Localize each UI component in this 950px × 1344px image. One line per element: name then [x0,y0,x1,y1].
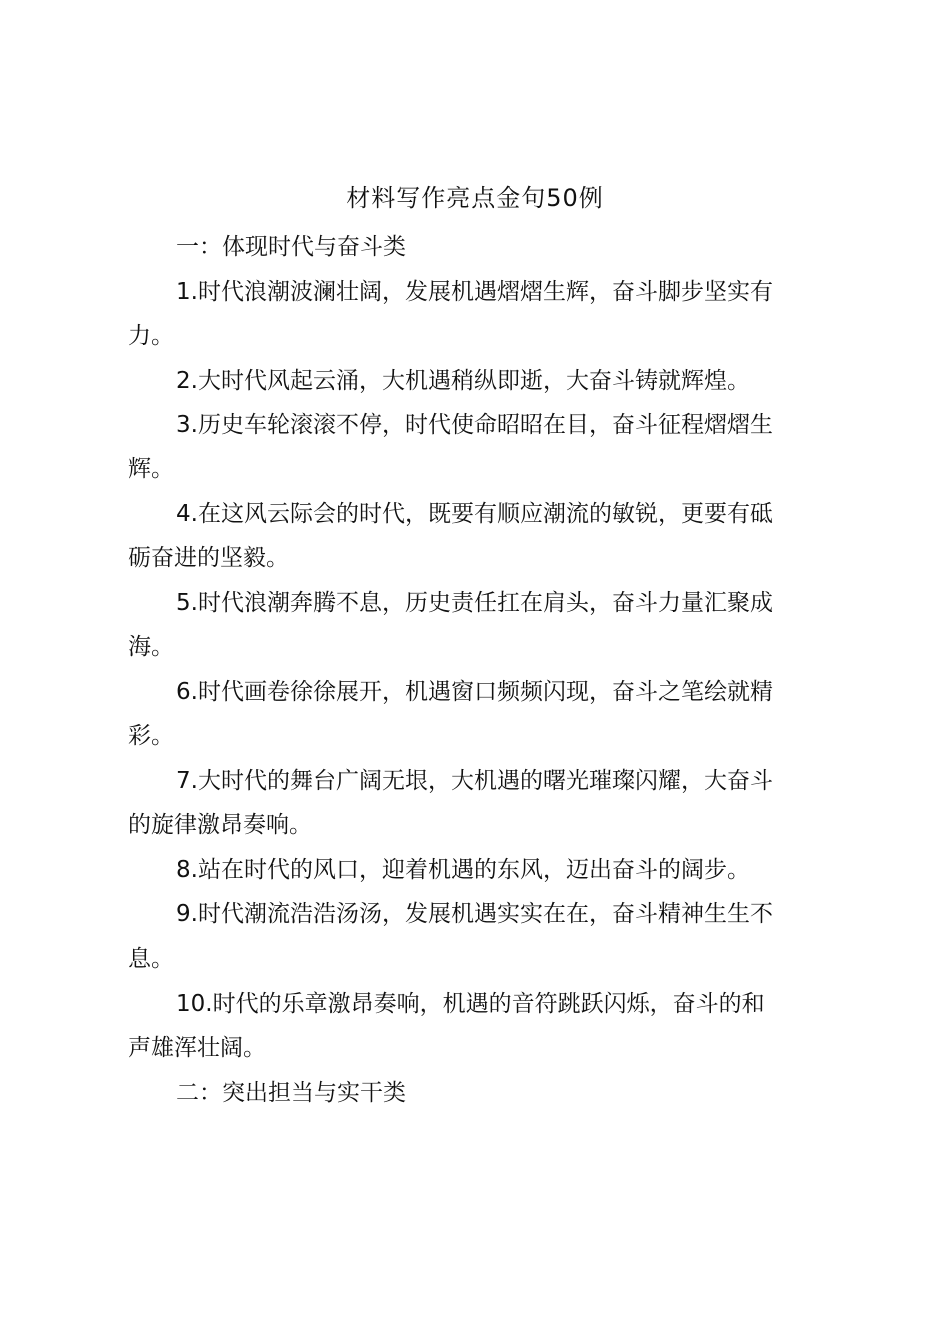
item-3-line-2: 辉。 [128,456,174,482]
document-title: 材料写作亮点金句50例 [346,184,604,212]
item-5-line-2: 海。 [128,634,174,660]
item-1-line-1: 1.时代浪潮波澜壮阔，发展机遇熠熠生辉，奋斗脚步坚实有 [176,279,773,305]
item-1-line-2: 力。 [128,323,174,349]
item-8-line-1: 8.站在时代的风口，迎着机遇的东风，迈出奋斗的阔步。 [176,857,750,883]
item-4-line-2: 砺奋进的坚毅。 [128,545,289,571]
item-9-line-2: 息。 [128,946,174,972]
item-10-line-1: 10.时代的乐章激昂奏响，机遇的音符跳跃闪烁，奋斗的和 [176,991,765,1017]
item-9-line-1: 9.时代潮流浩浩汤汤，发展机遇实实在在，奋斗精神生生不 [176,901,773,927]
item-7-line-1: 7.大时代的舞台广阔无垠，大机遇的曙光璀璨闪耀，大奋斗 [176,768,773,794]
item-6-line-1: 6.时代画卷徐徐展开，机遇窗口频频闪现，奋斗之笔绘就精 [176,679,773,705]
item-6-line-2: 彩。 [128,723,174,749]
item-5-line-1: 5.时代浪潮奔腾不息，历史责任扛在肩头，奋斗力量汇聚成 [176,590,773,616]
item-3-line-1: 3.历史车轮滚滚不停，时代使命昭昭在目，奋斗征程熠熠生 [176,412,773,438]
item-2-line-1: 2.大时代风起云涌，大机遇稍纵即逝，大奋斗铸就辉煌。 [176,368,750,394]
item-4-line-1: 4.在这风云际会的时代，既要有顺应潮流的敏锐，更要有砥 [176,501,773,527]
item-7-line-2: 的旋律激昂奏响。 [128,812,312,838]
section-heading-1: 一：体现时代与奋斗类 [176,234,406,260]
item-10-line-2: 声雄浑壮阔。 [128,1035,266,1061]
section-heading-2: 二：突出担当与实干类 [176,1080,406,1106]
